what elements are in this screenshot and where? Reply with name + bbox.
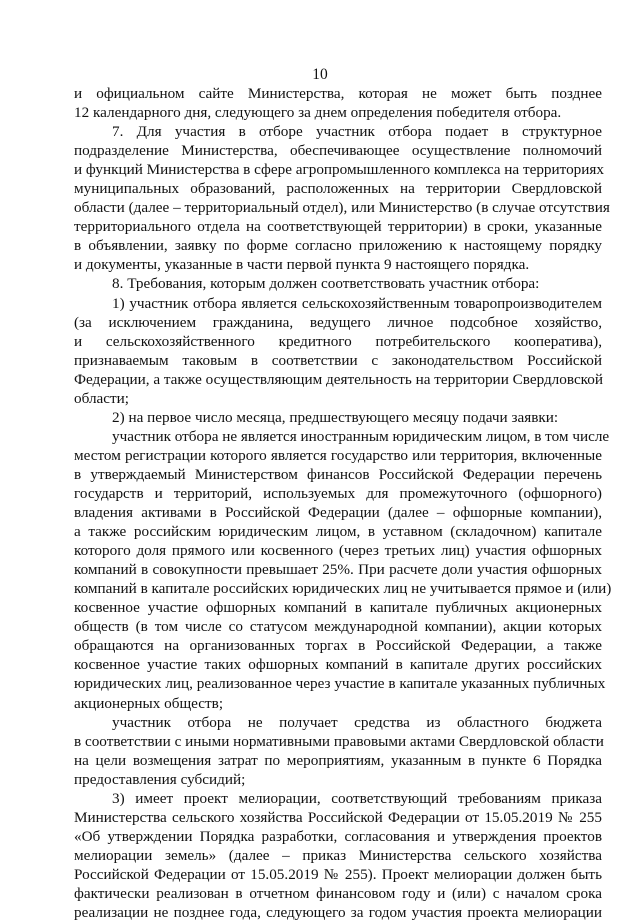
text-line: и официальном сайте Министерства, которая не может быть позднее [74,85,602,102]
text-line: и документы, указанные в части первой пункта 9 настоящего порядка. [74,256,530,274]
text-line: юридических лиц, реализованное через участие в капитале указанных публичных [74,675,606,693]
body-text [74,84,612,922]
text-line: территориального отдела на соответствующей территории) в сроки, указанные [74,218,602,236]
text-line: участник отбора не получает средства из областного бюджета [112,713,602,731]
text-line: косвенное участие офшорных компаний в капитале публичных акционерных [74,599,602,617]
text-line: местом регистрации которого является государство или территория, включенные [74,446,602,464]
text-line: области (далее – территориальный отдел), или Министерство (в случае отсутствия [74,199,610,217]
text-line: на цели возмещения затрат по мероприятиям, указанным в пункте 6 Порядка [74,751,602,769]
text-line: государств и территорий, используемых для промежуточного (офшорного) [74,484,602,502]
text-line: владения активами в Российской Федерации (далее – офшорные компании), [74,504,602,522]
text-line: компаний в капитале российских юридических лиц не учитывается прямое и (или) [74,580,612,598]
text-line: 1) участник отбора является сельскохозяйственным товаропроизводителем [112,294,602,312]
page-number: 10 [312,66,328,83]
text-line: а также российским юридическим лицом, в уставном (складочном) капитале [74,523,602,541]
text-line: акционерных обществ; [74,694,224,712]
text-line: и сельскохозяйственного кредитного потребительского кооператива), [74,332,602,350]
text-line: признаваемым таковым в соответствии с законодательством Российской [74,351,602,369]
text-line: предоставления субсидий; [74,770,246,788]
text-line: Министерства сельского хозяйства Российской Федерации от 15.05.2019 № 255 [74,808,602,826]
text-line: Федерации, а также осуществляющим деятельность на территории Свердловской [74,370,604,388]
text-line: в утверждаемый Министерством финансов Российской Федерации перечень [74,465,602,483]
text-line: фактически реализован в отчетном финансовом году и (или) с началом срока [74,884,602,902]
text-line: в объявлении, заявку по форме согласно приложению к настоящему порядку [74,237,602,255]
text-line: Российской Федерации от 15.05.2019 № 255). Проект мелиорации должен быть [74,865,602,883]
text-line: подразделение Министерства, обеспечивающее осуществление полномочий [74,142,602,160]
text-line: 12 календарного дня, следующего за днем определения победителя отбора. [74,104,562,122]
text-line: 3) имеет проект мелиорации, соответствующий требованиям приказа [112,789,602,807]
text-line: реализации не позднее года, следующего за годом участия проекта мелиорации [74,904,602,922]
text-line: 8. Требования, которым должен соответствовать участник отбора: [112,275,540,293]
text-line: обращаются на организованных торгах в Российской Федерации, а также [74,637,602,655]
text-line: косвенное участие таких офшорных компаний в капитале других российских [74,656,602,674]
text-line: «Об утверждении Порядка разработки, согласования и утверждения проектов [74,827,602,845]
text-line: 2) на первое число месяца, предшествующего месяцу подачи заявки: [112,408,559,426]
text-line: участник отбора не является иностранным юридическим лицом, в том числе [112,427,610,445]
text-line: муниципальных образований, расположенных на территории Свердловской [74,180,602,198]
text-line: (за исключением гражданина, ведущего личное подсобное хозяйство, [74,313,602,331]
text-line: в соответствии с иными нормативными правовыми актами Свердловской области [74,732,604,750]
text-line: 7. Для участия в отборе участник отбора подает в структурное [112,123,602,141]
text-line: области; [74,389,129,407]
text-line: которого доля прямого или косвенного (через третьих лиц) участия офшорных [74,542,602,560]
text-line: и функций Министерства в сфере агропромышленного комплекса на территориях [74,161,604,179]
text-line: компаний в совокупности превышает 25%. При расчете доли участия офшорных [74,561,602,579]
text-line: обществ (в том числе со статусом международной компании), акции которых [74,618,602,636]
text-line: мелиорации земель» (далее – приказ Министерства сельского хозяйства [74,846,602,864]
